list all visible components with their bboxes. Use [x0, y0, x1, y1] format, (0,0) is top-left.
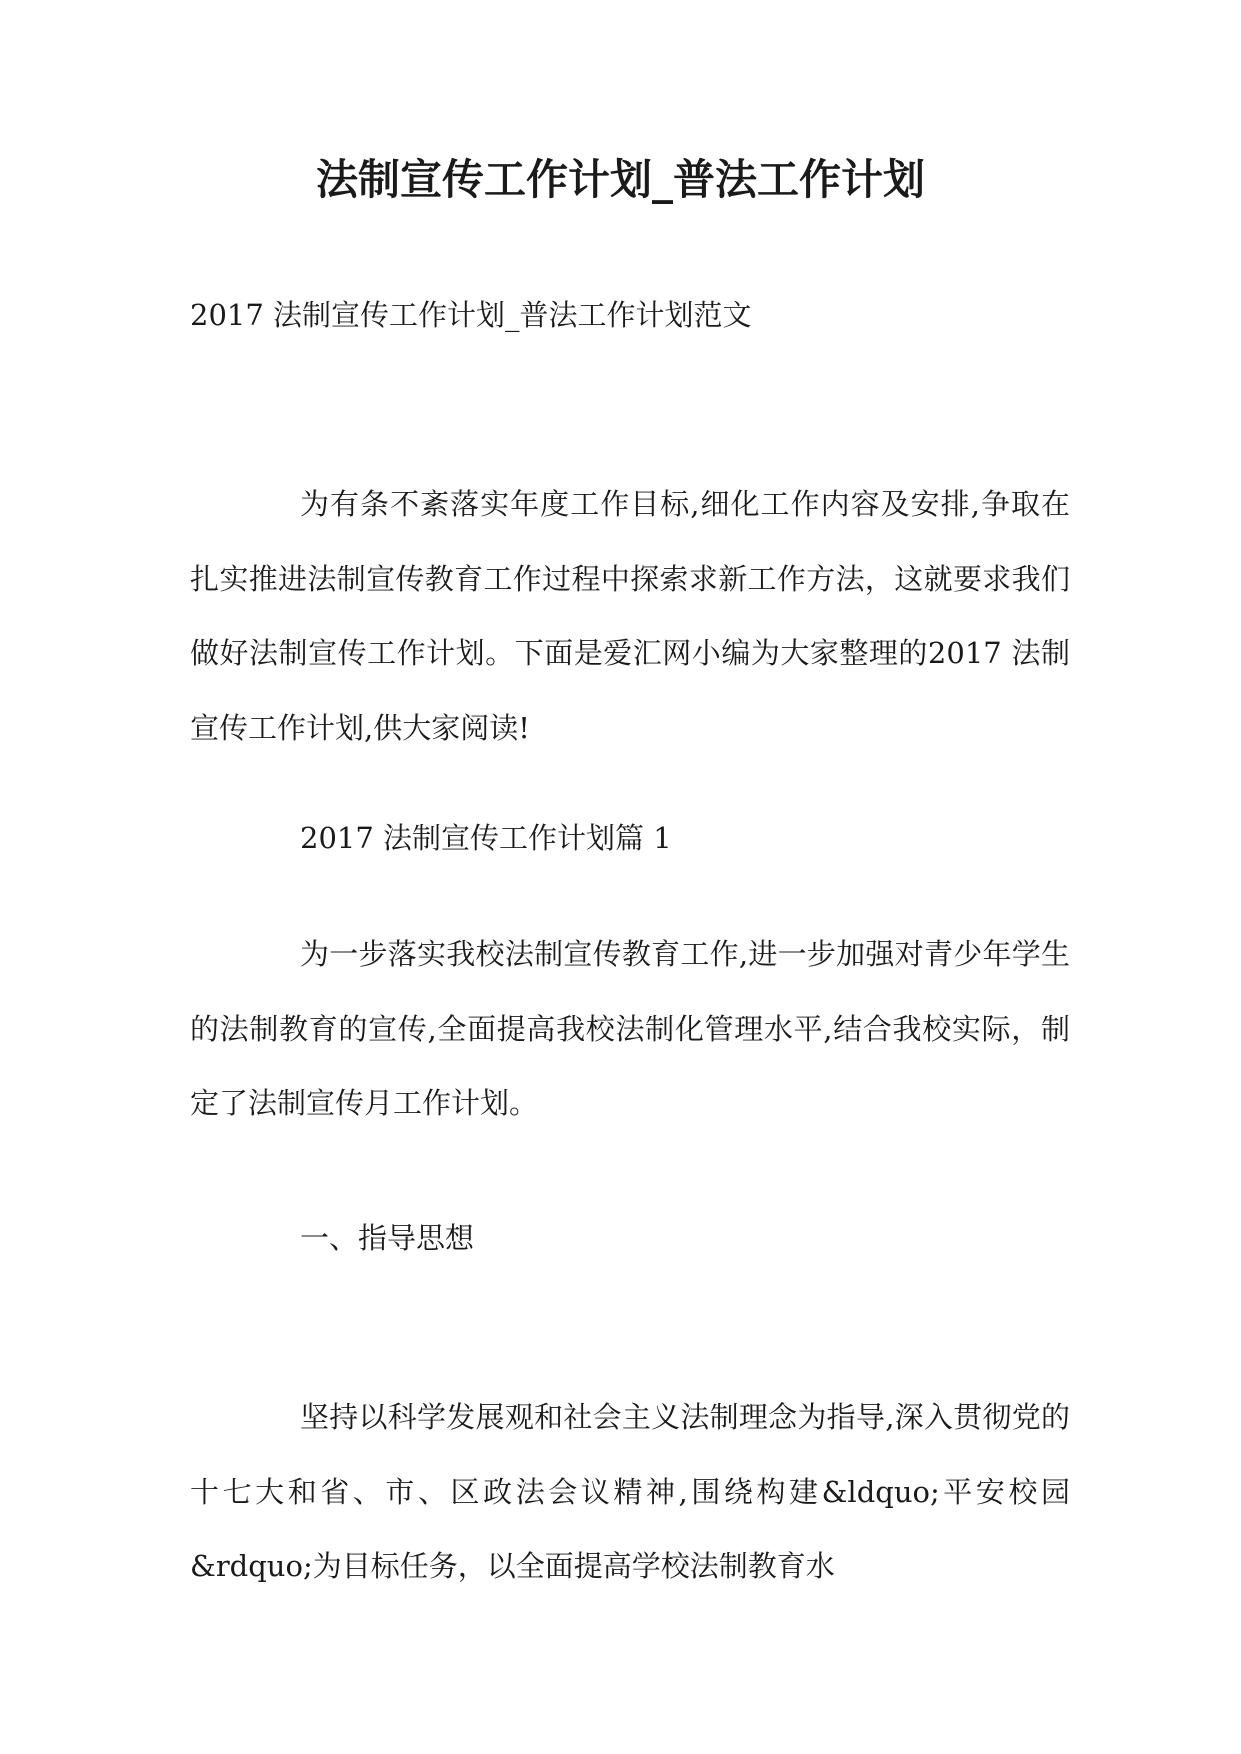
guide-heading: 一、指导思想	[300, 1221, 475, 1255]
document-title: 法制宣传工作计划_普法工作计划	[315, 155, 925, 204]
guide-paragraph: 坚持以科学发展观和社会主义法制理念为指导,深入贯彻党的十七大和省、市、区政法会议精神,围绕构建&ldquo;平安校园&rdquo;为目标任务，以全面提高学校法制教育水	[190, 1400, 1070, 1583]
document-subtitle: 2017 法制宣传工作计划_普法工作计划范文	[190, 298, 752, 332]
section-heading: 2017 法制宣传工作计划篇 1	[300, 821, 672, 855]
intro-paragraph: 为有条不紊落实年度工作目标,细化工作内容及安排,争取在扎实推进法制宣传教育工作过程中探索求新工作方法，这就要求我们做好法制宣传工作计划。下面是爱汇网小编为大家整理的2017 法制宣传工作计划,供大家阅读!	[190, 487, 1070, 745]
section-paragraph: 为一步落实我校法制宣传教育工作,进一步加强对青少年学生的法制教育的宣传,全面提高我校法制化管理水平,结合我校实际，制定了法制宣传月工作计划。	[190, 937, 1070, 1120]
